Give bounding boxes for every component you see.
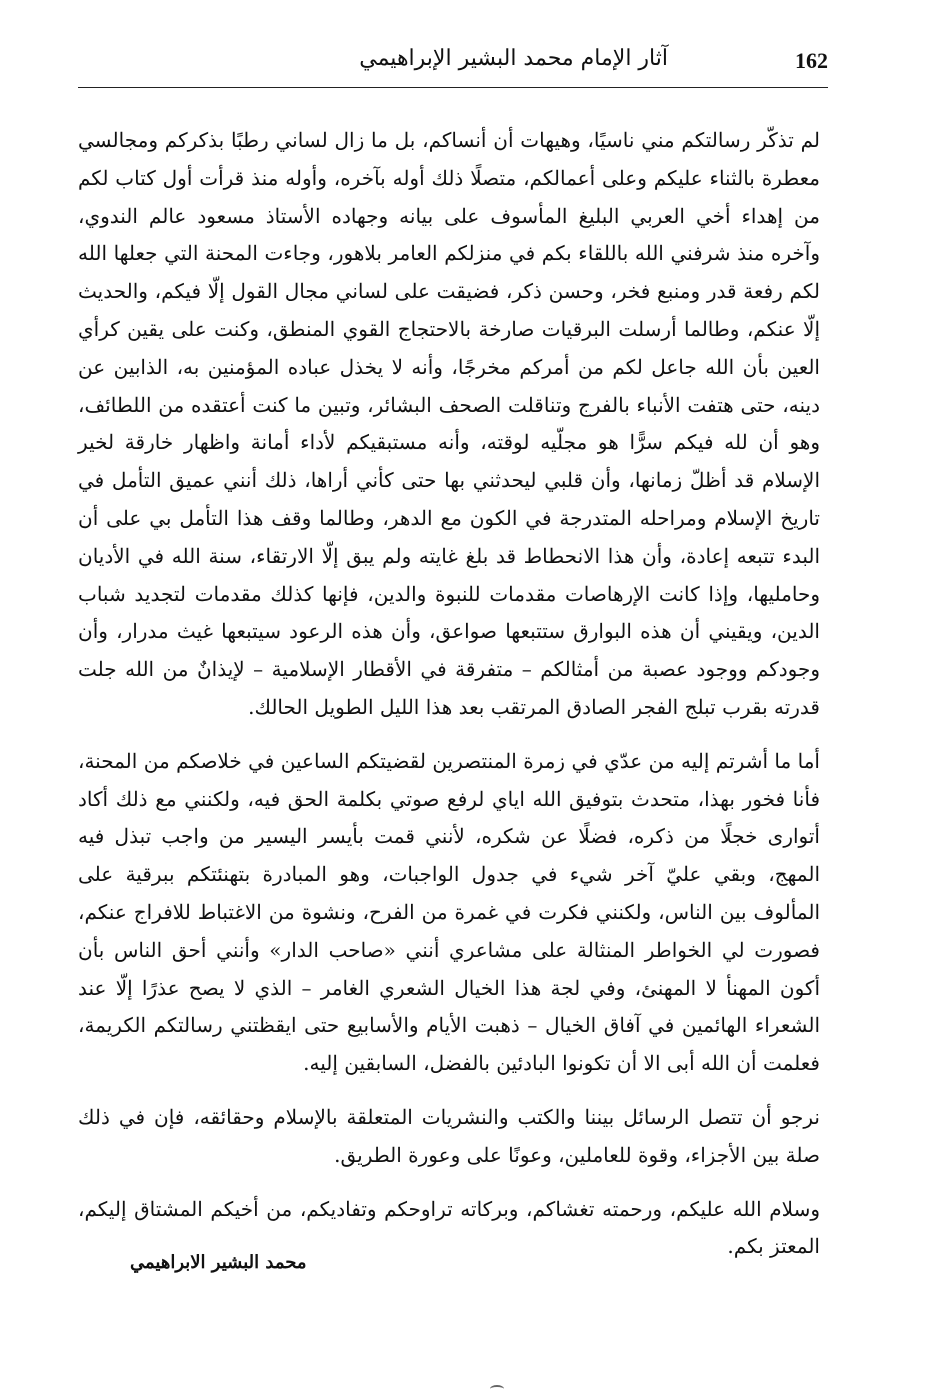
paragraph-1: لم تذكّر رسالتكم مني ناسيًا، وهيهات أن أنساكم، بل ما زال لساني رطبًا بذكركم ومجالسي معطرة بالثناء عليكم وعلى أعمالكم، متصلًا ذلك أوله بآخره، وأوله منذ قرأت أول كتاب لكم من إهداء أخي العربي البليغ المأسوف على بيانه وجهاده الأستاذ مسعود عالم الندوي، وآخره منذ شرفني الله باللقاء بكم في منزلكم العامر بلاهور، وجاءت المحنة التي جعلها الله لكم رفعة قدر ومنبع فخر، وحسن ذكر، فضيقت على لساني مجال القول إلّا فيكم، والحديث إلّا عنكم، وطالما أرسلت البرقيات صارخة بالاحتجاج القوي المنطق، وكنت على يقين كرأي العين بأن الله جاعل لكم من أمركم مخرجًا، وأنه لا يخذل عباده المؤمنين به، الذابين عن دينه، حتى هتفت الأنباء بالفرج وتناقلت الصحف البشائر، وتبين ما كنت أعتقده من اللطائف، وهو أن لله فيكم سرًّا هو مجلّيه لوقته، وأنه مستبقيكم لأداء أمانة واظهار خارقة لخير الإسلام قد أظلّ زمانها، وأن قلبي ليحدثني بها حتى كأني أراها، ذلك أنني عميق التأمل في تاريخ الإسلام ومراحله المتدرجة في الكون مع الدهر، وطالما وقف هذا التأمل بي على أن البدء تتبعه إعادة، وأن هذا الانحطاط قد بلغ غايته ولم يبق إلّا الارتقاء، سنة الله في الأديان وحامليها، وإذا كانت الإرهاصات مقدمات للنبوة والدين، فإنها كذلك مقدمات لتجديد شباب الدين، ويقيني أن هذه البوارق ستتبعها صواعق، وأن هذه الرعود سيتبعها غيث مدرار، وأن وجودكم ووجود عصبة من أمثالكم – متفرقة في الأقطار الإسلامية – لإيذانٌ من الله جلت قدرته بقرب تبلج الفجر الصادق المرتقب بعد هذا الليل الطويل الحالك.	[78, 128, 820, 719]
paragraph-4: وسلام الله عليكم، ورحمته تغشاكم، وبركاته تراوحكم وتفاديكم، من أخيكم المشتاق إليكم، المعتز بكم.	[78, 1196, 820, 1259]
paragraph-3: نرجو أن تتصل الرسائل بيننا والكتب والنشريات المتعلقة بالإسلام وحقائقه، فإن في ذلك صلة بين الأجزاء، وقوة للعاملين، وعونًا على وعورة الطريق.	[78, 1104, 820, 1167]
page-footer-mark	[490, 1385, 504, 1393]
page-number: 162	[795, 48, 828, 73]
book-title: آثار الإمام محمد البشير الإبراهيمي	[359, 46, 668, 71]
letter-body	[78, 122, 820, 1266]
signature: محمد البشير الابراهيمي	[130, 1252, 307, 1273]
running-header	[78, 40, 828, 88]
paragraph-2: أما ما أشرتم إليه من عدّي في زمرة المنتصرين لقضيتكم الساعين في خلاصكم من المحنة، فأنا فخور بهذا، متحدث بتوفيق الله اياي لرفع صوتي بكلمة الحق فيه، ولكنني مع ذلك أكاد أتوارى خجلًا من ذكره، فضلًا عن شكره، لأنني قمت بأيسر اليسير من واجب تبذل فيه المهج، وبقي عليّ آخر شيء في جدول الواجبات، وهو المبادرة بتهنئتكم ببرقية على المألوف بين الناس، ولكنني فكرت في غمرة من الفرح، ونشوة من الاغتباط للافراج عنكم، فصورت لي الخواطر المنثالة على مشاعري أنني «صاحب الدار» وأنني أحق الناس بأن أكون المهنأ لا المهنئ، وفي لجة هذا الخيال الشعري الغامر – الذي لا يصح عذرًا إلّا عند الشعراء الهائمين في آفاق الخيال – ذهبت الأيام والأسابيع حتى ايقظتني رسالتكم الكريمة، فعلمت أن الله أبى الا أن تكونوا البادئين بالفضل، السابقين إليه.	[78, 748, 820, 1076]
header-divider	[78, 87, 828, 88]
